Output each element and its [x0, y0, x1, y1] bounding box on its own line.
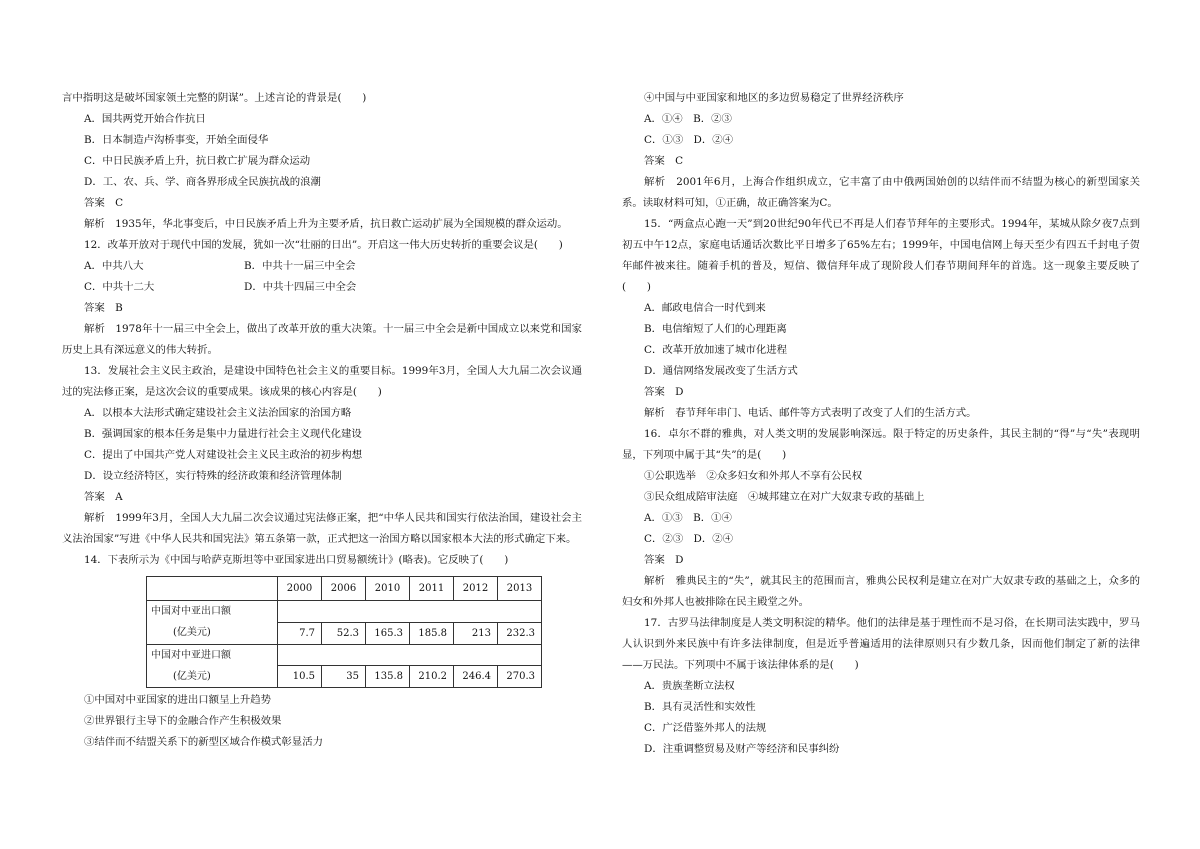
q14-stem: 14．下表所示为《中国与哈萨克斯坦等中亚国家进出口贸易额统计》(略表)。它反映了( ): [84, 554, 509, 566]
q12-option-c: C．中共十二大: [84, 281, 155, 293]
q14-options-ab: A．①④ B．②③: [644, 113, 732, 125]
year-2010: 2010: [366, 577, 410, 601]
q16-items-12: ①公职选举 ②众多妇女和外邦人不享有公民权: [644, 470, 863, 482]
q16-options-cd: C．②③ D．②④: [644, 533, 734, 545]
import-value: 35: [322, 666, 366, 688]
q14-analysis: 解析 2001年6月，上海合作组织成立，它丰富了由中俄两国始创的以结伴而不结盟为核心的新型国家关系。读取材料可知，①正确，故正确答案为C。: [622, 176, 1140, 209]
q13-option-c: C．提出了中国共产党人对建设社会主义民主政治的初步构想: [84, 449, 363, 461]
q17-option-b: B．具有灵活性和实效性: [644, 701, 756, 713]
q12-analysis: 解析 1978年十一届三中全会上，做出了改革开放的重大决策。十一届三中全会是新中国成立以来党和国家历史上具有深远意义的伟大转折。: [62, 323, 582, 356]
table-row: [147, 666, 542, 688]
export-value: 232.3: [498, 622, 542, 644]
q15-answer: 答案 D: [644, 386, 684, 398]
q15-option-b: B．电信缩短了人们的心理距离: [644, 323, 787, 335]
q12-stem: 12．改革开放对于现代中国的发展，犹如一次“壮丽的日出”。开启这一伟大历史转折的重要会议是( ): [84, 239, 563, 251]
import-label: 中国对中亚进口额: [147, 644, 278, 666]
year-2000: 2000: [278, 577, 322, 601]
export-value: 165.3: [366, 622, 410, 644]
q14-item-1: ①中国对中亚国家的进出口额呈上升趋势: [84, 694, 272, 706]
q17-option-a: A．贵族垄断立法权: [644, 680, 735, 692]
q14-item-3: ③结伴而不结盟关系下的新型区域合作模式彰显活力: [84, 736, 323, 748]
q16-stem: 16．卓尔不群的雅典，对人类文明的发展影响深远。限于特定的历史条件，其民主制的“得”与“失”表现明显，下列项中属于其“失”的是( ): [622, 428, 1140, 461]
q13-stem: 13．发展社会主义民主政治，是建设中国特色社会主义的重要目标。1999年3月，全国人大九届二次会议通过的宪法修正案，是这次会议的重要成果。该成果的核心内容是( ): [62, 365, 582, 398]
q13-option-d: D．设立经济特区，实行特殊的经济政策和经济管理体制: [84, 470, 342, 482]
q12-options-row2: [62, 277, 582, 298]
export-label: 中国对中亚出口额: [147, 601, 278, 623]
import-value: 210.2: [410, 666, 454, 688]
q14-answer: 答案 C: [644, 155, 684, 167]
export-value: 7.7: [278, 622, 322, 644]
table-corner-cell: [147, 577, 278, 601]
q13-option-b: B．强调国家的根本任务是集中力量进行社会主义现代化建设: [84, 428, 362, 440]
table-row: [147, 601, 542, 623]
q17-stem: 17．古罗马法律制度是人类文明积淀的精华。他们的法律是基于理性而不是习俗，在长期司法实践中，罗马人认识到外来民族中有许多法律制度，但是近乎普遍适用的法律原则只有少数几条，因而他们制定了新的法律——万民法。下列项中不属于该法律体系的是( ): [622, 617, 1140, 671]
q12-option-b: B．中共十一届三中全会: [244, 260, 356, 272]
table-header-row: [147, 577, 542, 601]
export-unit: (亿美元): [147, 622, 278, 644]
q16-items-34: ③民众组成陪审法庭 ④城邦建立在对广大奴隶专政的基础上: [644, 491, 925, 503]
q16-answer: 答案 D: [644, 554, 684, 566]
q15-stem: 15．“两盒点心跑一天”到20世纪90年代已不再是人们春节拜年的主要形式。1994年，某城从除夕夜7点到初五中午12点，家庭电话通话次数比平日增多了65%左右；1999年，中国电信网上每天至少有四五千封电子贺年邮件被来往。随着手机的普及，短信、微信拜年成了现阶段人们春节期间拜年的首选。这一现象主要反映了( ): [622, 218, 1140, 293]
year-2006: 2006: [322, 577, 366, 601]
q15-analysis: 解析 春节拜年串门、电话、邮件等方式表明了改变了人们的生活方式。: [644, 407, 977, 419]
left-column: [62, 88, 582, 753]
q13-option-a: A．以根本大法形式确定建设社会主义法治国家的治国方略: [84, 407, 352, 419]
year-2012: 2012: [454, 577, 498, 601]
import-value: 270.3: [498, 666, 542, 688]
q14-item-2: ②世界银行主导下的金融合作产生积极效果: [84, 715, 282, 727]
q15-option-d: D．通信网络发展改变了生活方式: [644, 365, 798, 377]
q13-analysis: 解析 1999年3月，全国人大九届二次会议通过宪法修正案，把“中华人民共和国实行依法治国，建设社会主义法治国家”写进《中华人民共和国宪法》第五条第一款，正式把这一治国方略以国家根本大法的形式确定下来。: [62, 512, 582, 545]
q17-option-c: C．广泛借鉴外邦人的法规: [644, 722, 767, 734]
q11-answer: 答案 C: [84, 197, 124, 209]
q11-stem-tail: 言中指明这是破坏国家领土完整的阴谋”。上述言论的背景是( ): [62, 92, 367, 104]
q14-item-4: ④中国与中亚国家和地区的多边贸易稳定了世界经济秩序: [644, 92, 904, 104]
export-value: 52.3: [322, 622, 366, 644]
q12-options-row1: [62, 256, 582, 277]
export-value: 185.8: [410, 622, 454, 644]
q17-option-d: D．注重调整贸易及财产等经济和民事纠纷: [644, 743, 840, 755]
import-unit: (亿美元): [147, 666, 278, 688]
export-value: 213: [454, 622, 498, 644]
q11-option-b: B．日本制造卢沟桥事变，开始全面侵华: [84, 134, 269, 146]
year-2013: 2013: [498, 577, 542, 601]
q15-option-c: C．改革开放加速了城市化进程: [644, 344, 788, 356]
q16-options-ab: A．①③ B．①④: [644, 512, 732, 524]
right-column: [622, 88, 1140, 760]
import-value: 135.8: [366, 666, 410, 688]
trade-table: [146, 576, 542, 688]
q13-answer: 答案 A: [84, 491, 123, 503]
year-2011: 2011: [410, 577, 454, 601]
q11-option-c: C．中日民族矛盾上升，抗日救亡扩展为群众运动: [84, 155, 311, 167]
q11-option-d: D．工、农、兵、学、商各界形成全民族抗战的浪潮: [84, 176, 321, 188]
q11-option-a: A．国共两党开始合作抗日: [84, 113, 206, 125]
import-value: 10.5: [278, 666, 322, 688]
q12-option-d: D．中共十四届三中全会: [244, 281, 357, 293]
q14-options-cd: C．①③ D．②④: [644, 134, 734, 146]
q12-option-a: A．中共八大: [84, 260, 144, 272]
q11-analysis: 解析 1935年，华北事变后，中日民族矛盾上升为主要矛盾，抗日救亡运动扩展为全国规模的群众运动。: [84, 218, 568, 230]
q16-analysis: 解析 雅典民主的“失”，就其民主的范围而言，雅典公民权利是建立在对广大奴隶专政的基础之上，众多的妇女和外邦人也被排除在民主殿堂之外。: [622, 575, 1140, 608]
table-row: [147, 622, 542, 644]
import-value: 246.4: [454, 666, 498, 688]
q15-option-a: A．邮政电信合一时代到来: [644, 302, 766, 314]
q12-answer: 答案 B: [84, 302, 123, 314]
table-row: [147, 644, 542, 666]
